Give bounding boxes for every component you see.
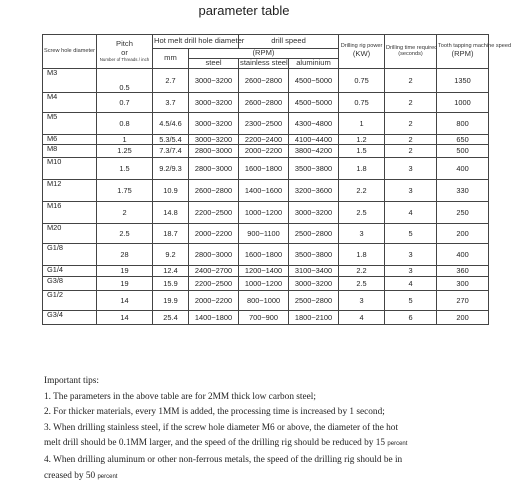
cell-hole: 15.9 — [153, 277, 189, 291]
cell-time: 2 — [385, 145, 437, 158]
cell-tap: 500 — [437, 145, 489, 158]
cell-pitch: 1.25 — [97, 145, 153, 158]
cell-stainless: 1000~1200 — [239, 277, 289, 291]
table-row — [43, 277, 489, 291]
cell-steel: 2800~3000 — [189, 158, 239, 180]
table-row — [43, 244, 489, 266]
table-row — [43, 113, 489, 135]
cell-hole: 25.4 — [153, 311, 189, 325]
cell-steel: 3000~3200 — [189, 93, 239, 113]
cell-tap: 1000 — [437, 93, 489, 113]
cell-tap: 200 — [437, 224, 489, 244]
cell-tap: 400 — [437, 158, 489, 180]
cell-size: M3 — [43, 69, 97, 93]
cell-pitch: 1.75 — [97, 180, 153, 202]
cell-hole: 5.3/5.4 — [153, 135, 189, 145]
cell-power: 1.8 — [339, 244, 385, 266]
cell-steel: 2800~3000 — [189, 244, 239, 266]
cell-steel: 2200~2500 — [189, 277, 239, 291]
tips-heading: Important tips: — [44, 376, 100, 386]
table-row — [43, 135, 489, 145]
cell-power: 0.75 — [339, 69, 385, 93]
table-row — [43, 93, 489, 113]
tip-1: 1. The parameters in the above table are for 2MM thick low carbon steel; — [44, 391, 316, 402]
cell-power: 1.8 — [339, 158, 385, 180]
cell-hole: 18.7 — [153, 224, 189, 244]
cell-stainless: 2200~2400 — [239, 135, 289, 145]
cell-hole: 7.3/7.4 — [153, 145, 189, 158]
cell-steel: 2000~2200 — [189, 291, 239, 311]
cell-power: 1 — [339, 113, 385, 135]
cell-power: 2.5 — [339, 277, 385, 291]
tip-4-line-1: 4. When drilling aluminum or other non-ferrous metals, the speed of the drilling rig should be in — [44, 454, 403, 465]
cell-time: 4 — [385, 202, 437, 224]
cell-stainless: 1600~1800 — [239, 158, 289, 180]
cell-steel: 3000~3200 — [189, 113, 239, 135]
cell-alu: 3500~3800 — [289, 158, 339, 180]
cell-tap: 360 — [437, 266, 489, 277]
cell-pitch: 28 — [97, 244, 153, 266]
header-drilling-time: Drilling time required (seconds) — [385, 35, 437, 69]
table-row — [43, 266, 489, 277]
header-drilling-rig-power: Drilling rig power (KW) — [339, 35, 385, 69]
header-screw-hole-diameter: Screw hole diameter — [43, 35, 97, 69]
cell-alu: 3000~3200 — [289, 277, 339, 291]
cell-time: 2 — [385, 69, 437, 93]
cell-stainless: 700~900 — [239, 311, 289, 325]
cell-alu: 4300~4800 — [289, 113, 339, 135]
cell-pitch: 0.7 — [97, 93, 153, 113]
cell-steel: 3000~3200 — [189, 69, 239, 93]
cell-hole: 4.5/4.6 — [153, 113, 189, 135]
cell-alu: 3500~3800 — [289, 244, 339, 266]
cell-size: M12 — [43, 180, 97, 202]
cell-time: 3 — [385, 158, 437, 180]
cell-alu: 3800~4200 — [289, 145, 339, 158]
cell-hole: 14.8 — [153, 202, 189, 224]
cell-pitch: 19 — [97, 266, 153, 277]
header-stainless-steel: stainless steel — [240, 58, 288, 68]
table-row — [43, 69, 489, 93]
cell-pitch: 2.5 — [97, 224, 153, 244]
cell-tap: 270 — [437, 291, 489, 311]
cell-steel: 2000~2200 — [189, 224, 239, 244]
cell-tap: 1350 — [437, 69, 489, 93]
cell-pitch: 19 — [97, 277, 153, 291]
cell-time: 3 — [385, 244, 437, 266]
table-row — [43, 291, 489, 311]
cell-pitch: 14 — [97, 291, 153, 311]
cell-power: 1.2 — [339, 135, 385, 145]
cell-size: M10 — [43, 158, 97, 180]
cell-power: 3 — [339, 291, 385, 311]
cell-size: G1/8 — [43, 244, 97, 266]
cell-alu: 4100~4400 — [289, 135, 339, 145]
cell-time: 4 — [385, 277, 437, 291]
cell-alu: 2500~2800 — [289, 291, 339, 311]
tip-3-line-1: 3. When drilling stainless steel, if the screw hole diameter M6 or above, the diameter of the hot — [44, 422, 399, 433]
header-rpm: (RPM) — [189, 49, 339, 59]
cell-hole: 10.9 — [153, 180, 189, 202]
cell-stainless: 2000~2200 — [239, 145, 289, 158]
header-steel: steel — [189, 59, 239, 69]
cell-power: 0.75 — [339, 93, 385, 113]
cell-stainless: 2600~2800 — [239, 69, 289, 93]
cell-size: M4 — [43, 93, 97, 113]
header-tooth-tapping: Tooth tapping machine speed (RPM) — [437, 35, 489, 69]
header-drill-speed: drill speed — [239, 35, 339, 49]
page-title: parameter table — [198, 3, 290, 18]
cell-tap: 400 — [437, 244, 489, 266]
cell-time: 5 — [385, 291, 437, 311]
cell-power: 2.2 — [339, 266, 385, 277]
cell-steel: 2200~2500 — [189, 202, 239, 224]
cell-power: 3 — [339, 224, 385, 244]
cell-pitch: 14 — [97, 311, 153, 325]
cell-alu: 3200~3600 — [289, 180, 339, 202]
table-row — [43, 311, 489, 325]
cell-time: 2 — [385, 113, 437, 135]
header-hot-melt: Hot melt drill hole diameter — [153, 35, 239, 49]
cell-steel: 3000~3200 — [189, 135, 239, 145]
cell-stainless: 1400~1600 — [239, 180, 289, 202]
cell-pitch: 1.5 — [97, 158, 153, 180]
cell-size: G3/8 — [43, 277, 97, 291]
cell-pitch: 0.8 — [97, 113, 153, 135]
cell-steel: 1400~1800 — [189, 311, 239, 325]
cell-alu: 1800~2100 — [289, 311, 339, 325]
cell-time: 3 — [385, 180, 437, 202]
cell-time: 2 — [385, 93, 437, 113]
cell-steel: 2800~3000 — [189, 145, 239, 158]
cell-pitch: 2 — [97, 202, 153, 224]
cell-steel: 2600~2800 — [189, 180, 239, 202]
header-pitch: Pitch or Number of Threads / inch — [97, 35, 153, 69]
cell-time: 2 — [385, 135, 437, 145]
cell-size: M5 — [43, 113, 97, 135]
tip-2: 2. For thicker materials, every 1MM is added, the processing time is increased by 1 second; — [44, 407, 385, 418]
cell-steel: 2400~2700 — [189, 266, 239, 277]
cell-time: 5 — [385, 224, 437, 244]
cell-tap: 200 — [437, 311, 489, 325]
cell-stainless: 2600~2800 — [239, 93, 289, 113]
cell-tap: 300 — [437, 277, 489, 291]
cell-stainless: 800~1000 — [239, 291, 289, 311]
cell-power: 2.5 — [339, 202, 385, 224]
cell-tap: 250 — [437, 202, 489, 224]
cell-hole: 2.7 — [153, 69, 189, 93]
cell-stainless: 1200~1400 — [239, 266, 289, 277]
parameter-table — [42, 34, 511, 325]
cell-size: M16 — [43, 202, 97, 224]
tip-4-line-2: creased by 50 percent — [44, 470, 118, 481]
cell-hole: 9.2/9.3 — [153, 158, 189, 180]
cell-hole: 3.7 — [153, 93, 189, 113]
cell-alu: 3100~3400 — [289, 266, 339, 277]
cell-alu: 4500~5000 — [289, 69, 339, 93]
table-row — [43, 224, 489, 244]
cell-tap: 330 — [437, 180, 489, 202]
cell-hole: 12.4 — [153, 266, 189, 277]
cell-power: 1.5 — [339, 145, 385, 158]
cell-pitch: 0.5 — [97, 69, 153, 93]
cell-stainless: 1000~1200 — [239, 202, 289, 224]
cell-hole: 9.2 — [153, 244, 189, 266]
cell-alu: 2500~2800 — [289, 224, 339, 244]
cell-tap: 650 — [437, 135, 489, 145]
cell-size: G1/4 — [43, 266, 97, 277]
cell-stainless: 2300~2500 — [239, 113, 289, 135]
cell-time: 3 — [385, 266, 437, 277]
cell-size: M6 — [43, 135, 97, 145]
cell-power: 2.2 — [339, 180, 385, 202]
important-tips — [44, 374, 484, 485]
cell-power: 4 — [339, 311, 385, 325]
cell-time: 6 — [385, 311, 437, 325]
cell-stainless: 900~1100 — [239, 224, 289, 244]
table-row — [43, 145, 489, 158]
cell-pitch: 1 — [97, 135, 153, 145]
header-aluminium: aluminium — [289, 59, 339, 69]
cell-alu: 3000~3200 — [289, 202, 339, 224]
tip-3-line-2: melt drill should be 0.1MM larger, and the speed of the drilling rig should be reduced by 15 percent — [44, 438, 408, 449]
cell-size: G3/4 — [43, 311, 97, 325]
header-mm: mm — [153, 49, 189, 69]
cell-alu: 4500~5000 — [289, 93, 339, 113]
cell-stainless: 1600~1800 — [239, 244, 289, 266]
table-row — [43, 202, 489, 224]
table-row — [43, 158, 489, 180]
cell-size: M20 — [43, 224, 97, 244]
cell-tap: 800 — [437, 113, 489, 135]
cell-hole: 19.9 — [153, 291, 189, 311]
table-row — [43, 180, 489, 202]
cell-size: M8 — [43, 145, 97, 158]
cell-size: G1/2 — [43, 291, 97, 311]
